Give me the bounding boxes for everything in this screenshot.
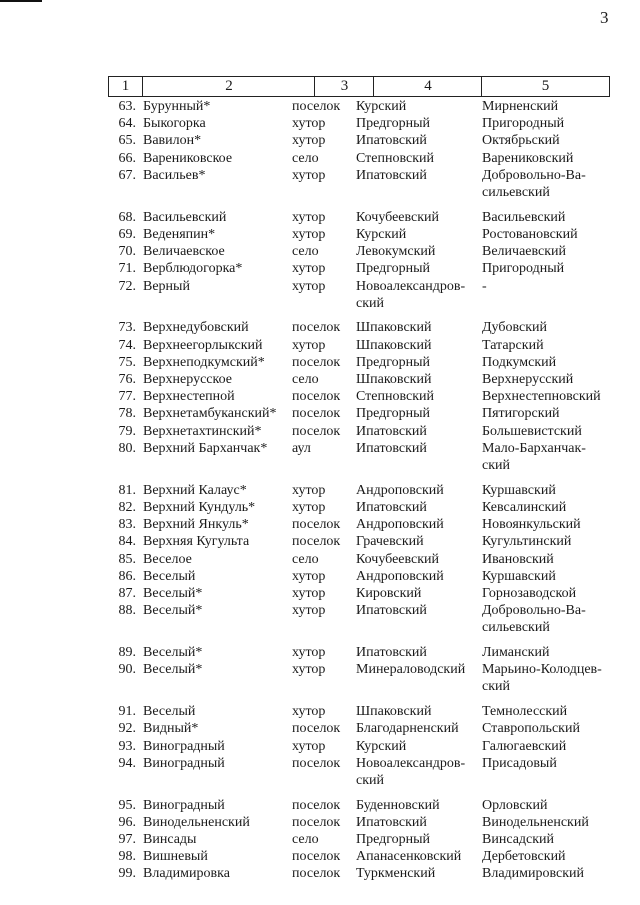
row-number: 86. [118, 568, 136, 584]
row-number: 66. [118, 150, 136, 166]
settlement-type: хутор [292, 278, 326, 294]
row-number: 72. [118, 278, 136, 294]
row-number: 91. [118, 704, 136, 720]
district-name: Туркменский [356, 866, 436, 882]
district-name: Андроповский [356, 517, 444, 533]
settlement-type: хутор [292, 645, 326, 660]
settlement-name: Вавилон* [143, 133, 202, 149]
row-number: 93. [118, 738, 136, 754]
settlement-name: Веселый [143, 704, 196, 720]
district-name: ский [356, 772, 384, 788]
settlement-name: Веселый [143, 568, 196, 584]
row-number: 92. [118, 721, 136, 737]
settlement-type: поселок [292, 797, 341, 813]
settlement-name: Веселый* [143, 662, 203, 678]
row-number: 74. [118, 337, 136, 353]
district-name: Кочубеевский [356, 209, 440, 225]
settlement-name: Верхнедубовский [143, 320, 249, 336]
settlement-type: село [292, 244, 319, 260]
settlement-type: хутор [292, 209, 326, 225]
council-name: Пригородный [482, 116, 565, 132]
district-name: Предгорный [356, 832, 431, 847]
settlement-name: Васильевский [143, 209, 227, 225]
council-name: Винодельненский [482, 814, 589, 830]
settlement-type: село [292, 372, 319, 387]
row-number: 95. [118, 797, 136, 813]
settlement-name: Владимировка [143, 866, 230, 882]
district-name: Андроповский [356, 568, 444, 584]
settlement-type: поселок [292, 423, 341, 439]
row-number: 73. [118, 320, 136, 336]
council-name: Варениковский [482, 150, 574, 166]
header-col-4: 4 [373, 77, 482, 96]
row-number: 80. [118, 440, 136, 456]
council-name: Добровольно-Ва- [482, 167, 586, 183]
settlement-name: Верхнестепной [143, 389, 235, 405]
settlement-type: поселок [292, 814, 341, 830]
row-number: 63. [118, 99, 136, 114]
row-number: 85. [118, 551, 136, 567]
council-name: Большевистский [482, 423, 582, 439]
settlement-type: село [292, 551, 319, 567]
council-name: Ставропольский [482, 721, 580, 737]
council-name: Васильевский [482, 209, 566, 225]
council-name: Горнозаводской [482, 585, 577, 601]
row-number: 77. [118, 389, 136, 405]
district-name: Ипатовский [356, 423, 427, 439]
council-name: Добровольно-Ва- [482, 603, 586, 619]
row-number: 75. [118, 354, 136, 370]
settlement-type: поселок [292, 534, 341, 550]
settlement-type: хутор [292, 133, 326, 149]
district-name: Ипатовский [356, 440, 427, 456]
settlement-type: хутор [292, 167, 326, 183]
settlement-name: Верхний Барханчак* [143, 440, 268, 456]
settlement-name: Видный* [143, 721, 199, 737]
council-name: Винсадский [482, 832, 555, 847]
council-name: Присадовый [482, 755, 557, 771]
council-name: - [482, 278, 487, 294]
district-name: Степновский [356, 389, 434, 405]
district-name: Новоалександров- [356, 278, 466, 294]
row-number: 79. [118, 423, 136, 439]
settlement-name: Бурунный* [143, 99, 211, 114]
settlement-type: поселок [292, 849, 341, 865]
council-name: Куршавский [482, 568, 556, 584]
council-name: Дербетовский [482, 849, 566, 865]
row-number: 99. [118, 866, 136, 882]
row-number: 84. [118, 534, 136, 550]
settlement-name: Васильев* [143, 167, 206, 183]
settlement-type: село [292, 150, 319, 166]
row-number: 68. [118, 209, 136, 225]
settlement-type: хутор [292, 704, 326, 720]
district-name: Ипатовский [356, 603, 427, 619]
row-number: 70. [118, 244, 136, 260]
settlement-name: Виноградный [143, 797, 225, 813]
row-number: 81. [118, 482, 136, 498]
district-name: Ипатовский [356, 499, 427, 515]
settlement-type: поселок [292, 406, 341, 422]
settlement-name: Верблюдогорка* [143, 261, 243, 277]
district-name: Ипатовский [356, 133, 427, 149]
settlement-name: Верхнетамбуканский* [143, 406, 277, 422]
settlement-type: поселок [292, 721, 341, 737]
district-name: Шпаковский [356, 337, 432, 353]
row-number: 67. [118, 167, 136, 183]
council-name: Темнолесский [482, 704, 568, 720]
settlement-name: Веселый* [143, 585, 203, 601]
settlement-name: Виноградный [143, 755, 225, 771]
council-name: Кевсалинский [482, 499, 567, 515]
council-name: Дубовский [482, 320, 548, 336]
council-name: Мирненский [482, 99, 559, 114]
settlement-name: Веселое [143, 551, 192, 567]
council-name: Татарский [482, 337, 544, 353]
settlement-name: Варениковское [143, 150, 233, 166]
row-number: 89. [118, 645, 136, 660]
row-number: 83. [118, 517, 136, 533]
district-name: Шпаковский [356, 320, 432, 336]
row-number: 98. [118, 849, 136, 865]
settlement-type: поселок [292, 866, 341, 882]
settlement-type: хутор [292, 585, 326, 601]
council-name: Ростовановский [482, 226, 578, 242]
settlement-name: Величаевское [143, 244, 225, 260]
header-col-1: 1 [121, 78, 130, 94]
district-name: Курский [356, 226, 407, 242]
district-name: Шпаковский [356, 372, 432, 387]
district-name: Предгорный [356, 116, 431, 132]
settlement-name: Верхний Янкуль* [143, 517, 249, 533]
settlement-type: хутор [292, 261, 326, 277]
district-name: Степновский [356, 150, 434, 166]
council-name: Подкумский [482, 354, 557, 370]
settlement-name: Виноградный [143, 738, 225, 754]
settlement-type: поселок [292, 354, 341, 370]
council-name: Владимировский [482, 866, 585, 882]
district-name: Курский [356, 99, 407, 114]
council-name: Величаевский [482, 244, 567, 260]
row-number: 69. [118, 226, 136, 242]
district-name: Шпаковский [356, 704, 432, 720]
district-name: Кировский [356, 585, 422, 601]
settlement-type: хутор [292, 568, 326, 584]
header-col-3: 3 [314, 77, 374, 96]
district-name: Левокумский [356, 244, 436, 260]
settlement-type: аул [292, 440, 311, 456]
settlement-type: хутор [292, 116, 326, 132]
council-name: Верхнерусский [482, 372, 574, 387]
settlement-type: хутор [292, 603, 326, 619]
settlement-name: Вишневый [143, 849, 208, 865]
row-number: 76. [118, 372, 136, 387]
council-name: Ивановский [482, 551, 554, 567]
district-name: Благодарненский [356, 721, 459, 737]
settlement-type: поселок [292, 517, 341, 533]
settlement-name: Верхнеегорлыкский [143, 337, 263, 353]
district-name: Ипатовский [356, 645, 427, 660]
settlement-type: хутор [292, 738, 326, 754]
row-number: 90. [118, 662, 136, 678]
council-name: Кугультинский [482, 534, 572, 550]
settlement-type: поселок [292, 320, 341, 336]
row-number: 87. [118, 585, 136, 601]
district-name: Предгорный [356, 354, 431, 370]
district-name: Буденновский [356, 797, 440, 813]
council-name: сильевский [482, 184, 550, 200]
row-number: 82. [118, 499, 136, 515]
settlement-type: поселок [292, 389, 341, 405]
council-name: сильевский [482, 620, 550, 636]
row-number: 88. [118, 603, 136, 619]
settlement-name: Верхнерусское [143, 372, 232, 387]
council-name: Орловский [482, 797, 548, 813]
council-name: Куршавский [482, 482, 556, 498]
council-name: Верхнестепновский [482, 389, 601, 405]
settlement-name: Веденяпин* [143, 226, 216, 242]
row-number: 97. [118, 832, 136, 847]
council-name: Марьино-Колодцев- [482, 662, 602, 678]
district-name: Кочубеевский [356, 551, 440, 567]
header-col-2: 2 [142, 77, 315, 96]
council-name: Мало-Барханчак- [482, 440, 586, 456]
council-name: ский [482, 457, 510, 473]
settlement-type: хутор [292, 499, 326, 515]
settlement-type: поселок [292, 99, 341, 114]
council-name: Галюгаевский [482, 738, 567, 754]
settlement-type: хутор [292, 226, 326, 242]
settlement-type: хутор [292, 337, 326, 353]
settlement-type: поселок [292, 755, 341, 771]
council-name: Октябрьский [482, 133, 560, 149]
council-name: Пятигорский [482, 406, 560, 422]
settlement-name: Верхняя Кугульта [143, 534, 250, 550]
settlement-name: Верхний Калаус* [143, 482, 247, 498]
district-name: Предгорный [356, 406, 431, 422]
district-name: Курский [356, 738, 407, 754]
settlement-name: Верхнетахтинский* [143, 423, 262, 439]
settlement-name: Верхнеподкумский* [143, 354, 265, 370]
settlement-name: Верный [143, 278, 190, 294]
council-name: Пригородный [482, 261, 565, 277]
settlement-name: Верхний Кундуль* [143, 499, 256, 515]
settlement-name: Винодельненский [143, 814, 250, 830]
row-number: 65. [118, 133, 136, 149]
settlement-name: Быкогорка [143, 116, 206, 132]
district-name: Апанасенковский [356, 849, 462, 865]
council-name: ский [482, 679, 510, 695]
page-number: 3 [600, 8, 609, 27]
council-name: Лиманский [482, 645, 550, 660]
row-number: 64. [118, 116, 136, 132]
district-name: Андроповский [356, 482, 444, 498]
district-name: Предгорный [356, 261, 431, 277]
settlement-type: село [292, 832, 319, 847]
settlement-type: хутор [292, 662, 326, 678]
header-col-5: 5 [481, 77, 609, 96]
settlement-name: Веселый* [143, 603, 203, 619]
council-name: Новоянкульский [482, 517, 581, 533]
row-number: 71. [118, 261, 136, 277]
district-name: Ипатовский [356, 814, 427, 830]
settlement-name: Веселый* [143, 645, 203, 660]
settlement-name: Винсады [143, 832, 197, 847]
row-number: 78. [118, 406, 136, 422]
district-name: ский [356, 295, 384, 311]
row-number: 96. [118, 814, 136, 830]
district-name: Минераловодский [356, 662, 466, 678]
settlement-type: хутор [292, 482, 326, 498]
district-name: Новоалександров- [356, 755, 466, 771]
row-number: 94. [118, 755, 136, 771]
district-name: Грачевский [356, 534, 424, 550]
district-name: Ипатовский [356, 167, 427, 183]
